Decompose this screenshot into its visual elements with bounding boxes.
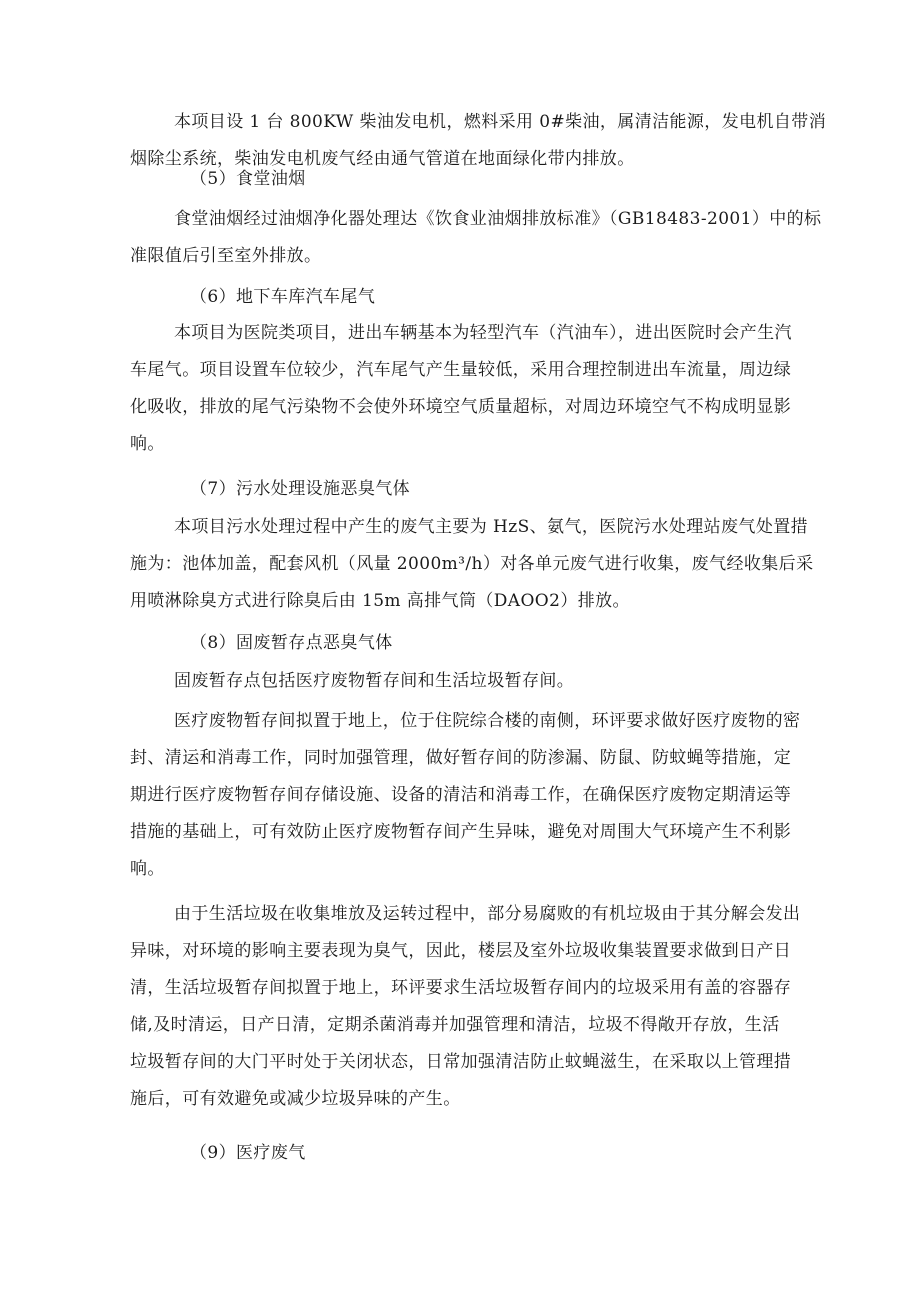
text-line: 措施的基础上，可有效防止医疗废物暂存间产生异味，避免对周围大气环境产生不利影 xyxy=(130,822,792,842)
text-line: 准限值后引至室外排放。 xyxy=(130,246,322,266)
text-line: 本项目污水处理过程中产生的废气主要为 HzS、氨气，医院污水处理站废气处置措 xyxy=(174,517,809,537)
paragraph-sewage-odor xyxy=(130,509,814,620)
text-line: 施为：池体加盖，配套风机（风量 2000m³/h）对各单元废气进行收集，废气经收集后采 xyxy=(130,554,814,574)
text-line: 清，生活垃圾暂存间拟置于地上，环评要求生活垃圾暂存间内的垃圾采用有盖的容器存 xyxy=(130,978,792,998)
text-line: 固废暂存点包括医疗废物暂存间和生活垃圾暂存间。 xyxy=(174,671,575,691)
paragraph-medical-waste xyxy=(130,703,801,888)
text-line: 储,及时清运，日产日清，定期杀菌消毒并加强管理和清洁，垃圾不得敞开存放，生活 xyxy=(130,1015,780,1035)
text-line: 响。 xyxy=(130,859,165,879)
text-line: 医疗废物暂存间拟置于地上，位于住院综合楼的南侧，环评要求做好医疗废物的密 xyxy=(174,711,801,731)
text-line: 响。 xyxy=(130,434,165,454)
paragraph-garage-exhaust xyxy=(130,315,792,463)
text-line: 化吸收，排放的尾气污染物不会使外环境空气质量超标，对周边环境空气不构成明显影 xyxy=(130,397,792,417)
section-heading-8: （8）固废暂存点恶臭气体 xyxy=(190,633,393,653)
paragraph-waste-storage-intro xyxy=(174,663,786,700)
text-line: 施后，可有效避免或减少垃圾异味的产生。 xyxy=(130,1089,461,1109)
text-line: 由于生活垃圾在收集堆放及运转过程中，部分易腐败的有机垃圾由于其分解会发出 xyxy=(174,904,801,924)
text-line: 车尾气。项目设置车位较少，汽车尾气产生量较低，采用合理控制进出车流量，周边绿 xyxy=(130,360,792,380)
text-line: 垃圾暂存间的大门平时处于关闭状态，日常加强清洁防止蚊蝇滋生，在采取以上管理措 xyxy=(130,1052,792,1072)
section-heading-6: （6）地下车库汽车尾气 xyxy=(190,287,376,307)
section-heading-9: （9）医疗废气 xyxy=(190,1143,306,1163)
text-line: 烟除尘系统，柴油发电机废气经由通气管道在地面绿化带内排放。 xyxy=(130,149,635,169)
text-line: 本项目为医院类项目，进出车辆基本为轻型汽车（汽油车），进出医院时会产生汽 xyxy=(174,323,792,343)
text-line: 用喷淋除臭方式进行除臭后由 15m 高排气筒（DAOO2）排放。 xyxy=(130,591,630,611)
text-line: 封、清运和消毒工作，同时加强管理，做好暂存间的防渗漏、防鼠、防蚊蝇等措施，定 xyxy=(130,748,792,768)
text-line: 本项目设 1 台 800KW 柴油发电机，燃料采用 0#柴油，属清洁能源，发电机自带消 xyxy=(174,112,827,132)
text-line: 期进行医疗废物暂存间存储设施、设备的清洁和消毒工作，在确保医疗废物定期清运等 xyxy=(130,785,792,805)
text-line: 食堂油烟经过油烟净化器处理达《饮食业油烟排放标准》（GB18483-2001）中的标 xyxy=(174,209,822,229)
section-heading-5: （5）食堂油烟 xyxy=(190,169,306,189)
text-line: 异味，对环境的影响主要表现为臭气，因此，楼层及室外垃圾收集装置要求做到日产日 xyxy=(130,941,792,961)
paragraph-canteen-fumes xyxy=(130,201,822,275)
paragraph-domestic-garbage xyxy=(130,896,801,1118)
section-heading-7: （7）污水处理设施恶臭气体 xyxy=(190,479,411,499)
